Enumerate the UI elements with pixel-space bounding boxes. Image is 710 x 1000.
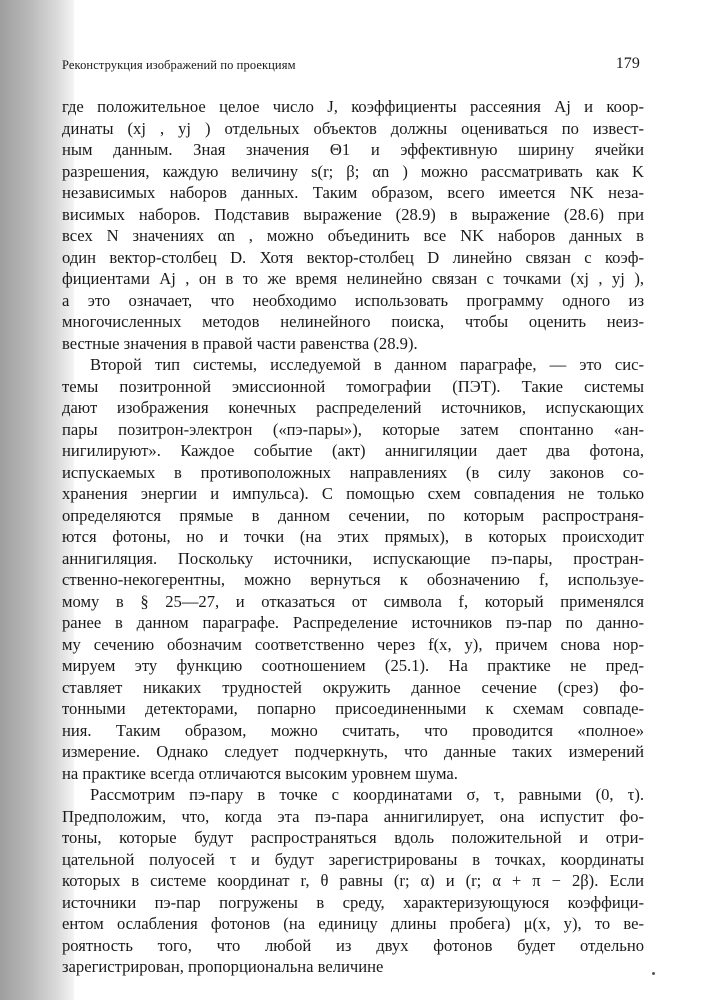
page-number: 179 xyxy=(615,55,640,72)
text-line: источники пэ-пар погружены в среду, характеризующуюся коэффици- xyxy=(62,892,644,912)
text-line: дают изображения конечных распределений источников, испускающих xyxy=(62,398,644,417)
text-line: измерение. Однако следует подчеркнуть, что данные таких измерений xyxy=(62,742,644,761)
text-line: аннигиляция. Поскольку источники, испускающие пэ-пары, простран- xyxy=(62,548,644,568)
text-line: разрешения, каждую величину s(r; β; αn ) можно рассматривать как K xyxy=(62,161,644,181)
paragraph xyxy=(62,96,644,354)
text-line: а это означает, что необходимо использовать программу одного из xyxy=(62,290,644,310)
text-line: вестные значения в правой части равенства (28.9). xyxy=(62,333,418,353)
text-line: определяются прямые в данном сечении, по которым распространя- xyxy=(62,505,644,525)
text-line: тоны, которые будут распространяться вдоль положительной и отри- xyxy=(62,828,644,847)
text-line: пары позитрон-электрон («пэ-пары»), которые затем спонтанно «ан- xyxy=(62,419,644,439)
text-line: Рассмотрим пэ-пару в точке с координатами σ, τ, равными (0, τ). xyxy=(90,785,644,804)
text-line: независимых наборов данных. Таким образом, всего имеется NK неза- xyxy=(62,183,644,202)
text-line: мому в § 25—27, и отказаться от символа f, который применялся xyxy=(62,591,644,611)
paragraph xyxy=(62,354,644,784)
text-line: испускаемых в противоположных направлениях (в силу законов со- xyxy=(62,462,644,482)
speck xyxy=(652,972,655,975)
text-line: ным данным. Зная значения Θ1 и эффективную ширину ячейки xyxy=(62,140,644,159)
text-line: нигилируют». Каждое событие (акт) аннигиляции дает два фотона, xyxy=(62,441,644,460)
text-line: где положительное целое число J, коэффициенты рассеяния Aj и коор- xyxy=(62,97,644,116)
text-line: ставляет никаких трудностей окружить данное сечение (срез) фо- xyxy=(62,677,644,697)
text-line: Предположим, что, когда эта пэ-пара аннигилирует, она испустит фо- xyxy=(62,806,644,826)
text-line: роятность того, что любой из двух фотонов будет отдельно xyxy=(62,935,644,955)
text-line: многочисленных методов нелинейного поиска, чтобы оценить неиз- xyxy=(62,312,644,331)
text-line: цательной полуосей τ и будут зарегистрированы в точках, координаты xyxy=(62,849,644,869)
paragraph xyxy=(62,784,644,978)
text-line: один вектор-столбец D. Хотя вектор-столбец D линейно связан с коэф- xyxy=(62,247,644,267)
text-line: на практике всегда отличаются высоким уровнем шума. xyxy=(62,763,458,783)
running-title: Реконструкция изображений по проекциям xyxy=(62,58,296,72)
text-line: му сечению обозначим соответственно через f(x, y), причем снова нор- xyxy=(62,634,644,654)
text-line: всех N значениях αn , можно объединить все NK наборов данных в xyxy=(62,226,644,245)
text-line: ния. Таким образом, можно считать, что проводится «полное» xyxy=(62,720,644,740)
body-text xyxy=(62,96,644,978)
text-line: висимых наборов. Подставив выражение (28.9) в выражение (28.6) при xyxy=(62,204,644,224)
text-line: динаты (xj , yj ) отдельных объектов должны оцениваться по извест- xyxy=(62,118,644,138)
text-line: мируем эту функцию соотношением (25.1). На практике не пред- xyxy=(62,656,644,675)
text-line: ентом ослабления фотонов (на единицу длины пробега) μ(x, y), то ве- xyxy=(62,914,644,933)
text-line: тонными детекторами, попарно присоединенными к схемам совпаде- xyxy=(62,699,644,718)
text-line: которых в системе координат r, θ равны (r; α) и (r; α + π − 2β). Если xyxy=(62,871,644,890)
text-line: ются фотоны, но и точки (на этих прямых), в которых происходит xyxy=(62,527,644,546)
text-line: зарегистрирован, пропорциональна величине xyxy=(62,957,384,976)
text-line: фициентами Aj , он в то же время нелинейно связан с точками (xj , yj ), xyxy=(62,269,644,288)
text-line: Второй тип системы, исследуемой в данном параграфе, — это сис- xyxy=(90,355,644,374)
text-line: ранее в данном параграфе. Распределение источников пэ-пар по данно- xyxy=(62,613,644,632)
text-line: хранения энергии и импульса). С помощью схем совпадения не только xyxy=(62,484,644,503)
text-line: темы позитронной эмиссионной томографии (ПЭТ). Такие системы xyxy=(62,376,644,396)
text-line: ственно-некогерентны, можно вернуться к обозначению f, используе- xyxy=(62,570,644,589)
